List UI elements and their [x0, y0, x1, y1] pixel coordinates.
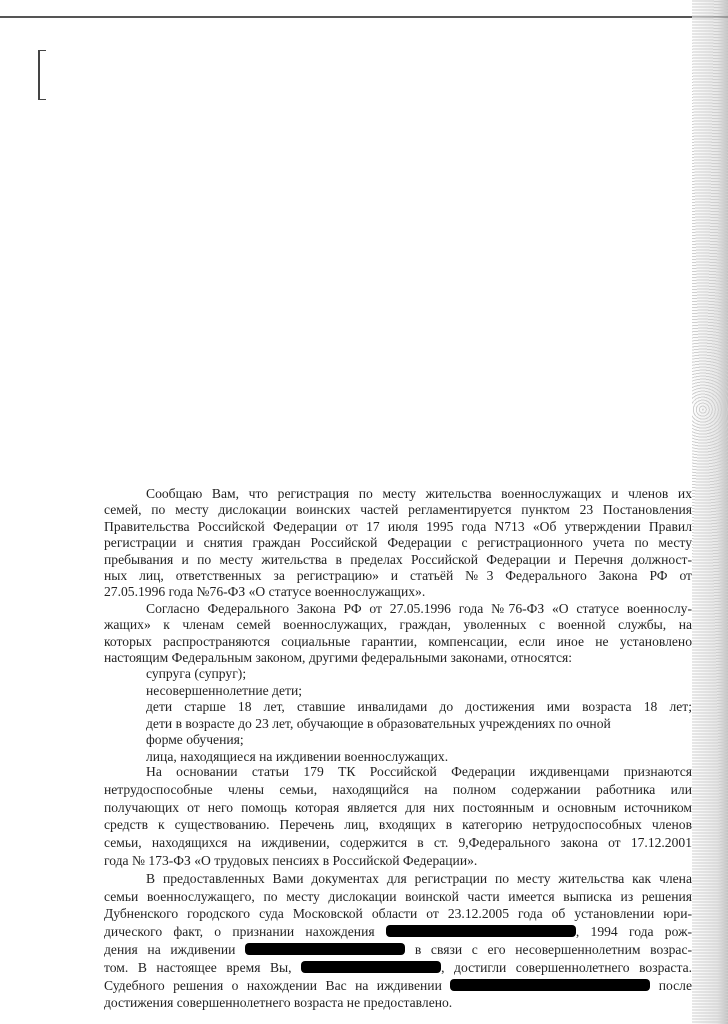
text-line: получающих от него помощь которая является для них постоянным и основным источником [104, 799, 692, 815]
list-item: дети старше 18 лет, ставшие инвалидами до достижения ими возраста 18 лет; [146, 699, 692, 715]
scan-top-border [0, 16, 728, 18]
text-line [104, 941, 692, 959]
text-fragment: , 1994 года рож- [575, 924, 692, 940]
document-body-part2 [104, 763, 692, 1012]
redaction-bar [386, 925, 576, 937]
list-item: дети в возрасте до 23 лет, обучающие в образовательных учреждениях по очной [146, 715, 611, 731]
list-item: супруга (супруг); [146, 666, 247, 682]
text-line: семьи, находящихся на иждивении, содержится в ст. 9,Федерального закона от 17.12.2001 [104, 835, 692, 851]
text-line: Согласно Федерального Закона РФ от 27.05.1996 года №76-ФЗ «О статусе военнослу- [146, 600, 692, 616]
text-line [104, 977, 692, 995]
text-fragment: , достигли совершеннолетнего возраста. [441, 959, 692, 975]
text-line: нетрудоспособные члены семьи, находящийся на полном содержании работника или [104, 781, 692, 797]
text-line: которых распространяются социальные гарантии, компенсации, если иное не установлено [104, 633, 692, 649]
text-line: семей, по месту дислокации воинских частей регламентируется пунктом 23 Постановления [104, 502, 692, 518]
text-fragment: дического факт, о признании нахождения [104, 924, 375, 940]
document-body-part1 [104, 486, 692, 765]
text-line: Сообщаю Вам, что регистрация по месту жительства военнослужащих и членов их [146, 486, 692, 501]
list-item: несовершеннолетние дети; [146, 682, 302, 698]
text-line: года № 173-ФЗ «О трудовых пенсиях в Российской Федерации». [104, 852, 478, 868]
text-line: семьи военнослужащего, по месту дислокации воинской части имеется выписка из решения [104, 888, 692, 904]
text-line [104, 959, 692, 977]
text-fragment: после [658, 977, 692, 993]
text-line: В предоставленных Вами документах для регистрации по месту жительства как члена [146, 870, 692, 886]
text-line: На основании статьи 179 ТК Российской Федерации иждивенцами признаются [146, 764, 692, 779]
bracket-mark [38, 50, 46, 100]
redaction-bar [301, 961, 441, 973]
redaction-bar [245, 943, 405, 955]
text-line: настоящим Федеральным законом, другими федеральными законами, относятся: [104, 650, 573, 666]
text-line: средств к существованию. Перечень лиц, входящих в категорию нетрудоспособных членов [104, 817, 692, 833]
text-fragment: том. В настоящее время Вы, [104, 959, 292, 975]
text-line: пребывания и по месту жительства в пределах Российской Федерации и Перечня должност- [104, 551, 692, 567]
text-line: достижения совершеннолетнего возраста не предоставлено. [104, 995, 453, 1011]
list-item: лица, находящиеся на иждивении военнослужащих. [146, 748, 449, 764]
scan-edge-noise [692, 0, 728, 1024]
text-line: Дубненского городского суда Московской области от 23.12.2005 года об установлении юри- [104, 906, 692, 922]
list-item: форме обучения; [146, 732, 244, 748]
text-line: 27.05.1996 года №76-ФЗ «О статусе военнослужащих». [104, 584, 426, 600]
text-fragment: Судебного решения о нахождении Вас на иждивении [104, 977, 442, 993]
redaction-bar [450, 979, 650, 991]
text-line: ных лиц, ответственных за регистрацию» и статьёй №3 Федерального Закона РФ от [104, 568, 692, 584]
text-fragment: в связи с его несовершеннолетним возрас- [414, 941, 693, 957]
text-line [104, 923, 692, 941]
text-line: регистрации и снятия граждан Российской Федерации с регистрационного учета по месту [104, 535, 692, 551]
text-line: жащих» к членам семей военнослужащих, граждан, уволенных с военной службы, на [104, 617, 692, 633]
text-fragment: дения на иждивении [104, 941, 236, 957]
text-line: Правительства Российской Федерации от 17 июля 1995 года N713 «Об утверждении Правил [104, 518, 692, 534]
